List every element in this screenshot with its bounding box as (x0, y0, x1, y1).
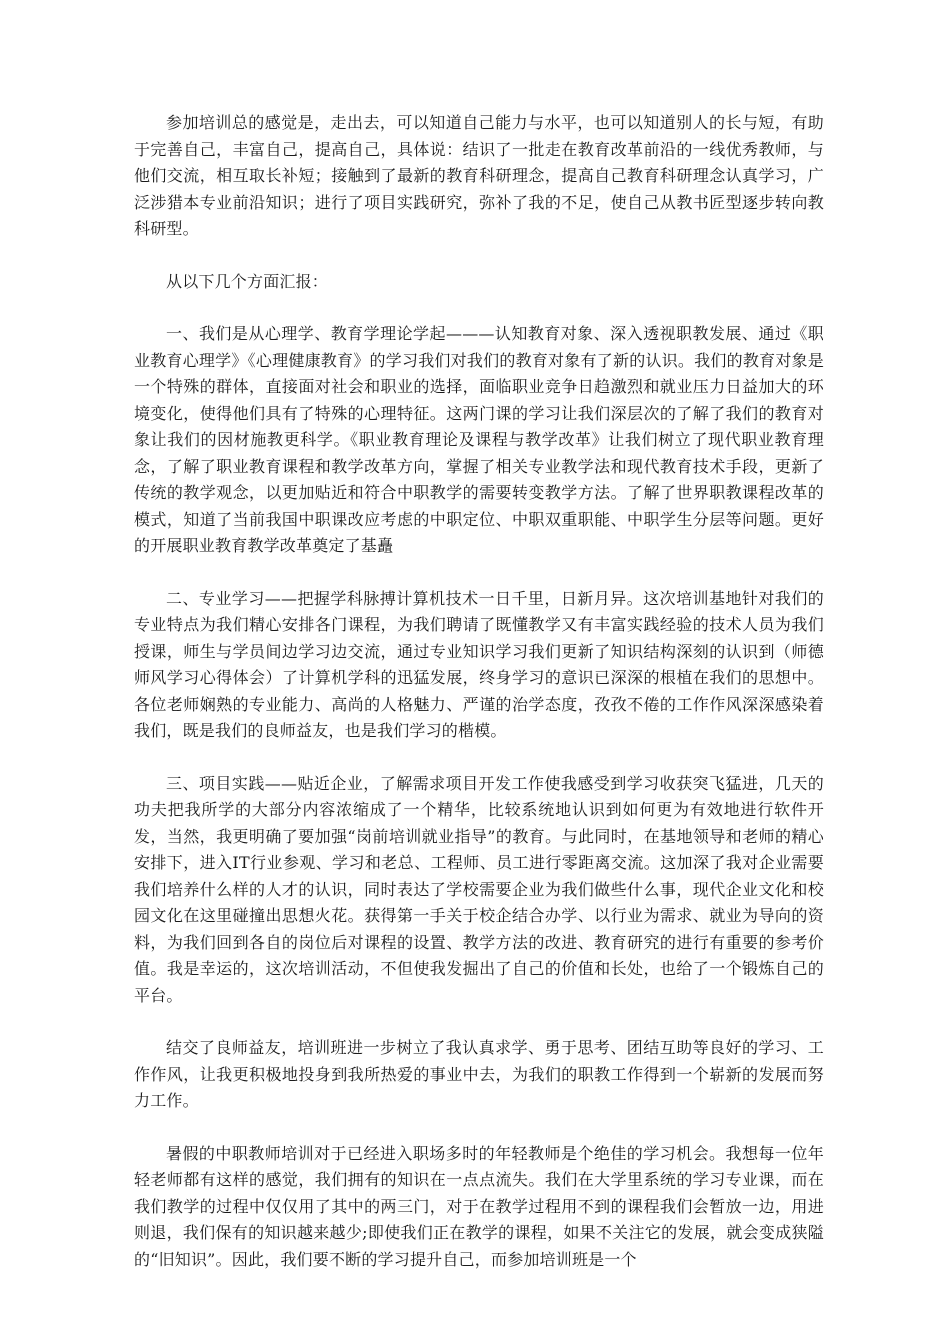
paragraph-section-3: 三、项目实践——贴近企业，了解需求项目开发工作使我感受到学习收获突飞猛进，几天的功夫把我所学的大部分内容浓缩成了一个精华，比较系统地认识到如何更为有效地进行软件开发，当然，我更明确了要加强“岗前培训就业指导”的教育。与此同时，在基地领导和老师的精心安排下，进入IT行业参观、学习和老总、工程师、员工进行零距离交流。这加深了我对企业需要我们培养什么样的人才的认识，同时表达了学校需要企业为我们做些什么事，现代企业文化和校园文化在这里碰撞出思想火花。获得第一手关于校企结合办学、以行业为需求、就业为导向的资料，为我们回到各自的岗位后对课程的设置、教学方法的改进、教育研究的进行有重要的参考价值。我是幸运的，这次培训活动，不但使我发掘出了自己的价值和长处，也给了一个锻炼自己的平台。 (134, 773, 824, 1005)
paragraph-section-1: 一、我们是从心理学、教育学理论学起———认知教育对象、深入透视职教发展、通过《职业教育心理学》《心理健康教育》的学习我们对我们的教育对象有了新的认识。我们的教育对象是一个特殊的群体，直接面对社会和职业的选择，面临职业竞争日趋激烈和就业压力日益加大的环境变化，使得他们具有了特殊的心理特征。这两门课的学习让我们深层次的了解了我们的教育对象让我们的因材施教更科学。《职业教育理论及课程与教学改革》让我们树立了现代职业教育理念，了解了职业教育课程和教学改革方向，掌握了相关专业教学法和现代教育技术手段，更新了传统的教学观念，以更加贴近和符合中职教学的需要转变教学方法。了解了世界职教课程改革的模式，知道了当前我国中职课改应考虑的中职定位、中职双重职能、中职学生分层等问题。更好的开展职业教育教学改革奠定了基矗 (134, 324, 824, 555)
paragraph-summer-training: 暑假的中职教师培训对于已经进入职场多时的年轻教师是个绝佳的学习机会。我想每一位年轻老师都有这样的感觉，我们拥有的知识在一点点流失。我们在大学里系统的学习专业课，而在我们教学的过程中仅仅用了其中的两三门，对于在教学过程用不到的课程我们会暂放一边，用进则退，我们保有的知识越来越少;即使我们正在教学的课程，如果不关注它的发展，就会变成狭隘的“旧知识”。因此，我们要不断的学习提升自己，而参加培训班是一个 (134, 1143, 824, 1269)
paragraph-report-heading: 从以下几个方面汇报： (166, 271, 329, 291)
document-body (134, 110, 824, 1299)
paragraph-section-2: 二、专业学习——把握学科脉搏计算机技术一日千里，日新月异。这次培训基地针对我们的专业特点为我们精心安排各门课程，为我们聘请了既懂教学又有丰富实践经验的技术人员为我们授课，师生与学员间边学习边交流，通过专业知识学习我们更新了知识结构深刻的认识到（师德师风学习心得体会）了计算机学科的迅猛发展，终身学习的意识已深深的根植在我们的思想中。各位老师娴熟的专业能力、高尚的人格魅力、严谨的治学态度，孜孜不倦的工作作风深深感染着我们，既是我们的良师益友，也是我们学习的楷模。 (134, 588, 824, 740)
paragraph-intro: 参加培训总的感觉是，走出去，可以知道自己能力与水平，也可以知道别人的长与短，有助于完善自己，丰富自己，提高自己，具体说：结识了一批走在教育改革前沿的一线优秀教师，与他们交流，相互取长补短；接触到了最新的教育科研理念，提高自己教育科研理念认真学习，广泛涉猎本专业前沿知识；进行了项目实践研究，弥补了我的不足，使自己从教书匠型逐步转向教科研型。 (134, 113, 824, 238)
paragraph-friends: 结交了良师益友，培训班进一步树立了我认真求学、勇于思考、团结互助等良好的学习、工作作风，让我更积极地投身到我所热爱的事业中去，为我们的职教工作得到一个崭新的发展而努力工作。 (134, 1038, 824, 1110)
